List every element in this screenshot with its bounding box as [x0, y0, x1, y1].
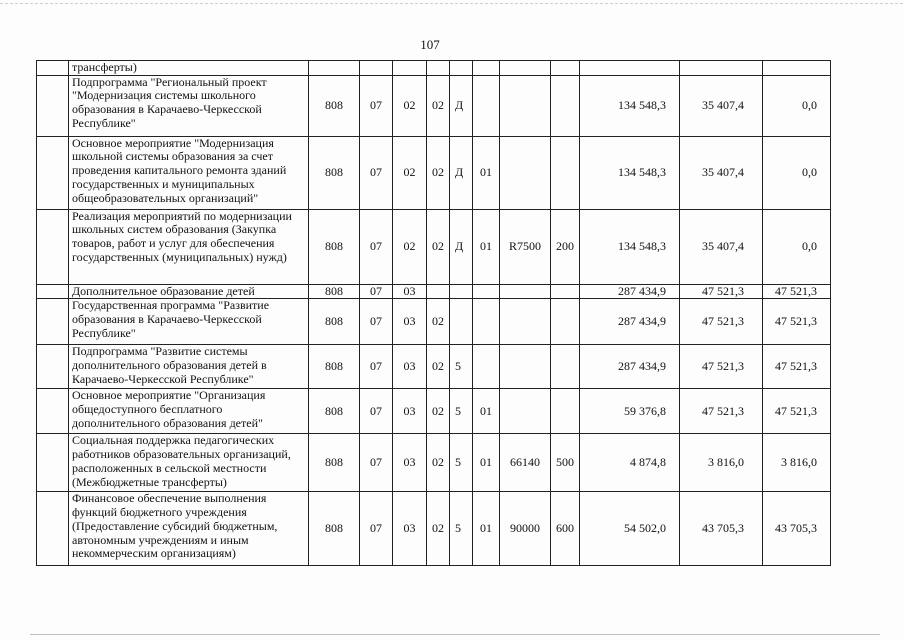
row-c4-cell — [427, 284, 450, 299]
table-row — [37, 345, 831, 389]
row-name-cell: Социальная поддержка педагогических работников образовательных организаций, расположенных в сельской местности (Межбюджетные трансферты) — [69, 434, 309, 492]
row-v2-cell: 3 816,0 — [680, 434, 763, 492]
row-c5-cell: Д — [450, 75, 473, 136]
row-c4-cell: 02 — [427, 345, 450, 389]
row-c3-cell: 03 — [393, 345, 427, 389]
table-row — [37, 492, 831, 566]
row-c1-cell: 808 — [309, 284, 360, 299]
scan-top-edge — [0, 3, 903, 4]
row-v2-cell: 35 407,4 — [680, 209, 763, 284]
row-c8-cell: 500 — [551, 434, 580, 492]
row-c2-cell: 07 — [360, 299, 393, 345]
row-c3-cell: 03 — [393, 389, 427, 434]
row-c3-cell: 03 — [393, 284, 427, 299]
row-c7-cell — [500, 345, 551, 389]
row-c8-cell — [551, 389, 580, 434]
row-c2-cell: 07 — [360, 345, 393, 389]
row-c1-cell: 808 — [309, 136, 360, 209]
row-v2-cell: 47 521,3 — [680, 389, 763, 434]
row-c2-cell: 07 — [360, 209, 393, 284]
row-c4-cell: 02 — [427, 75, 450, 136]
row-v2-cell: 35 407,4 — [680, 75, 763, 136]
row-c4-cell: 02 — [427, 209, 450, 284]
row-v2-cell: 47 521,3 — [680, 284, 763, 299]
row-v2-cell: 35 407,4 — [680, 136, 763, 209]
row-c3-cell: 03 — [393, 492, 427, 566]
row-c8-cell: 600 — [551, 492, 580, 566]
row-c1-cell — [309, 61, 360, 76]
row-c8-cell — [551, 75, 580, 136]
table-row — [37, 209, 831, 284]
row-c1-cell: 808 — [309, 209, 360, 284]
row-v3-cell: 43 705,3 — [763, 492, 831, 566]
row-number-cell — [37, 345, 69, 389]
row-c4-cell — [427, 61, 450, 76]
row-c3-cell: 03 — [393, 299, 427, 345]
row-name-cell: Основное мероприятие "Модернизация школьной системы образования за счет проведения капитального ремонта зданий государственных и муниципальных общеобразовательных организаций" — [69, 136, 309, 209]
row-v2-cell: 43 705,3 — [680, 492, 763, 566]
row-v1-cell: 134 548,3 — [580, 136, 680, 209]
row-number-cell — [37, 136, 69, 209]
row-c6-cell: 01 — [473, 492, 500, 566]
row-c4-cell: 02 — [427, 136, 450, 209]
table-row — [37, 389, 831, 434]
budget-table — [36, 60, 831, 566]
row-name-cell: Реализация мероприятий по модернизации школьных систем образования (Закупка товаров, работ и услуг для обеспечения государственных (муниципальных) нужд) — [69, 209, 309, 284]
row-c7-cell — [500, 75, 551, 136]
row-name-cell: Основное мероприятие "Организация общедоступного бесплатного дополнительного образования детей" — [69, 389, 309, 434]
row-name-cell: Государственная программа "Развитие образования в Карачаево-Черкесской Республике" — [69, 299, 309, 345]
row-c6-cell: 01 — [473, 209, 500, 284]
row-v2-cell: 47 521,3 — [680, 299, 763, 345]
row-c1-cell: 808 — [309, 75, 360, 136]
row-c5-cell: 5 — [450, 492, 473, 566]
row-c1-cell: 808 — [309, 299, 360, 345]
row-v3-cell: 0,0 — [763, 136, 831, 209]
row-v1-cell: 287 434,9 — [580, 299, 680, 345]
row-c1-cell: 808 — [309, 389, 360, 434]
row-c8-cell — [551, 61, 580, 76]
row-c5-cell: 5 — [450, 345, 473, 389]
row-c3-cell: 02 — [393, 209, 427, 284]
row-c6-cell — [473, 345, 500, 389]
row-c6-cell: 01 — [473, 136, 500, 209]
row-c7-cell — [500, 389, 551, 434]
row-v1-cell: 287 434,9 — [580, 345, 680, 389]
row-c4-cell: 02 — [427, 389, 450, 434]
row-v1-cell: 134 548,3 — [580, 209, 680, 284]
row-c7-cell — [500, 284, 551, 299]
table-row — [37, 136, 831, 209]
row-v1-cell: 287 434,9 — [580, 284, 680, 299]
row-c8-cell — [551, 299, 580, 345]
row-c7-cell — [500, 61, 551, 76]
row-v2-cell: 47 521,3 — [680, 345, 763, 389]
row-c4-cell: 02 — [427, 299, 450, 345]
scan-bottom-edge — [30, 634, 880, 635]
row-v3-cell — [763, 61, 831, 76]
row-name-cell: Подпрограмма "Региональный проект "Модернизация системы школьного образования в Карачаево-Черкесской Республике" — [69, 75, 309, 136]
row-c6-cell: 01 — [473, 389, 500, 434]
row-v1-cell: 59 376,8 — [580, 389, 680, 434]
row-number-cell — [37, 61, 69, 76]
row-c6-cell — [473, 75, 500, 136]
row-c2-cell: 07 — [360, 136, 393, 209]
row-c2-cell: 07 — [360, 389, 393, 434]
row-number-cell — [37, 284, 69, 299]
row-v3-cell: 47 521,3 — [763, 284, 831, 299]
row-c5-cell — [450, 299, 473, 345]
row-v1-cell: 54 502,0 — [580, 492, 680, 566]
row-c3-cell — [393, 61, 427, 76]
row-number-cell — [37, 209, 69, 284]
row-c3-cell: 02 — [393, 75, 427, 136]
row-number-cell — [37, 75, 69, 136]
row-v3-cell: 47 521,3 — [763, 345, 831, 389]
row-v3-cell: 3 816,0 — [763, 434, 831, 492]
row-c2-cell: 07 — [360, 284, 393, 299]
row-c8-cell — [551, 136, 580, 209]
row-c5-cell: Д — [450, 136, 473, 209]
row-c1-cell: 808 — [309, 434, 360, 492]
row-v1-cell: 134 548,3 — [580, 75, 680, 136]
row-c2-cell: 07 — [360, 75, 393, 136]
table-row — [37, 75, 831, 136]
table-row — [37, 284, 831, 299]
row-c7-cell: R7500 — [500, 209, 551, 284]
row-c7-cell — [500, 136, 551, 209]
row-v1-cell — [580, 61, 680, 76]
row-c4-cell: 02 — [427, 434, 450, 492]
table-row — [37, 299, 831, 345]
row-number-cell — [37, 299, 69, 345]
row-v2-cell — [680, 61, 763, 76]
row-c5-cell: 5 — [450, 389, 473, 434]
row-v3-cell: 0,0 — [763, 75, 831, 136]
row-c5-cell: 5 — [450, 434, 473, 492]
row-c7-cell: 90000 — [500, 492, 551, 566]
row-v1-cell: 4 874,8 — [580, 434, 680, 492]
page-number: 107 — [420, 37, 440, 52]
row-c5-cell: Д — [450, 209, 473, 284]
row-name-cell: Подпрограмма "Развитие системы дополнительного образования детей в Карачаево-Черкесской Республике" — [69, 345, 309, 389]
row-v3-cell: 0,0 — [763, 209, 831, 284]
row-c6-cell — [473, 299, 500, 345]
row-c8-cell — [551, 345, 580, 389]
row-c8-cell — [551, 284, 580, 299]
row-c1-cell: 808 — [309, 345, 360, 389]
row-v3-cell: 47 521,3 — [763, 389, 831, 434]
table-row — [37, 61, 831, 76]
row-c3-cell: 02 — [393, 136, 427, 209]
row-c1-cell: 808 — [309, 492, 360, 566]
table-row — [37, 434, 831, 492]
row-c6-cell — [473, 284, 500, 299]
row-c5-cell — [450, 284, 473, 299]
row-c7-cell — [500, 299, 551, 345]
row-c2-cell: 07 — [360, 492, 393, 566]
row-name-cell: Дополнительное образование детей — [69, 284, 309, 299]
row-c4-cell: 02 — [427, 492, 450, 566]
row-v3-cell: 47 521,3 — [763, 299, 831, 345]
row-number-cell — [37, 492, 69, 566]
row-c7-cell: 66140 — [500, 434, 551, 492]
row-c8-cell: 200 — [551, 209, 580, 284]
row-number-cell — [37, 434, 69, 492]
row-c3-cell: 03 — [393, 434, 427, 492]
row-name-cell: трансферты) — [69, 61, 309, 76]
row-number-cell — [37, 389, 69, 434]
row-c2-cell: 07 — [360, 434, 393, 492]
row-name-cell: Финансовое обеспечение выполнения функций бюджетного учреждения (Предоставление субсидий бюджетным, автономным учреждениям и иным некоммерческим организациям) — [69, 492, 309, 566]
row-c6-cell — [473, 61, 500, 76]
row-c6-cell: 01 — [473, 434, 500, 492]
row-c2-cell — [360, 61, 393, 76]
row-c5-cell — [450, 61, 473, 76]
